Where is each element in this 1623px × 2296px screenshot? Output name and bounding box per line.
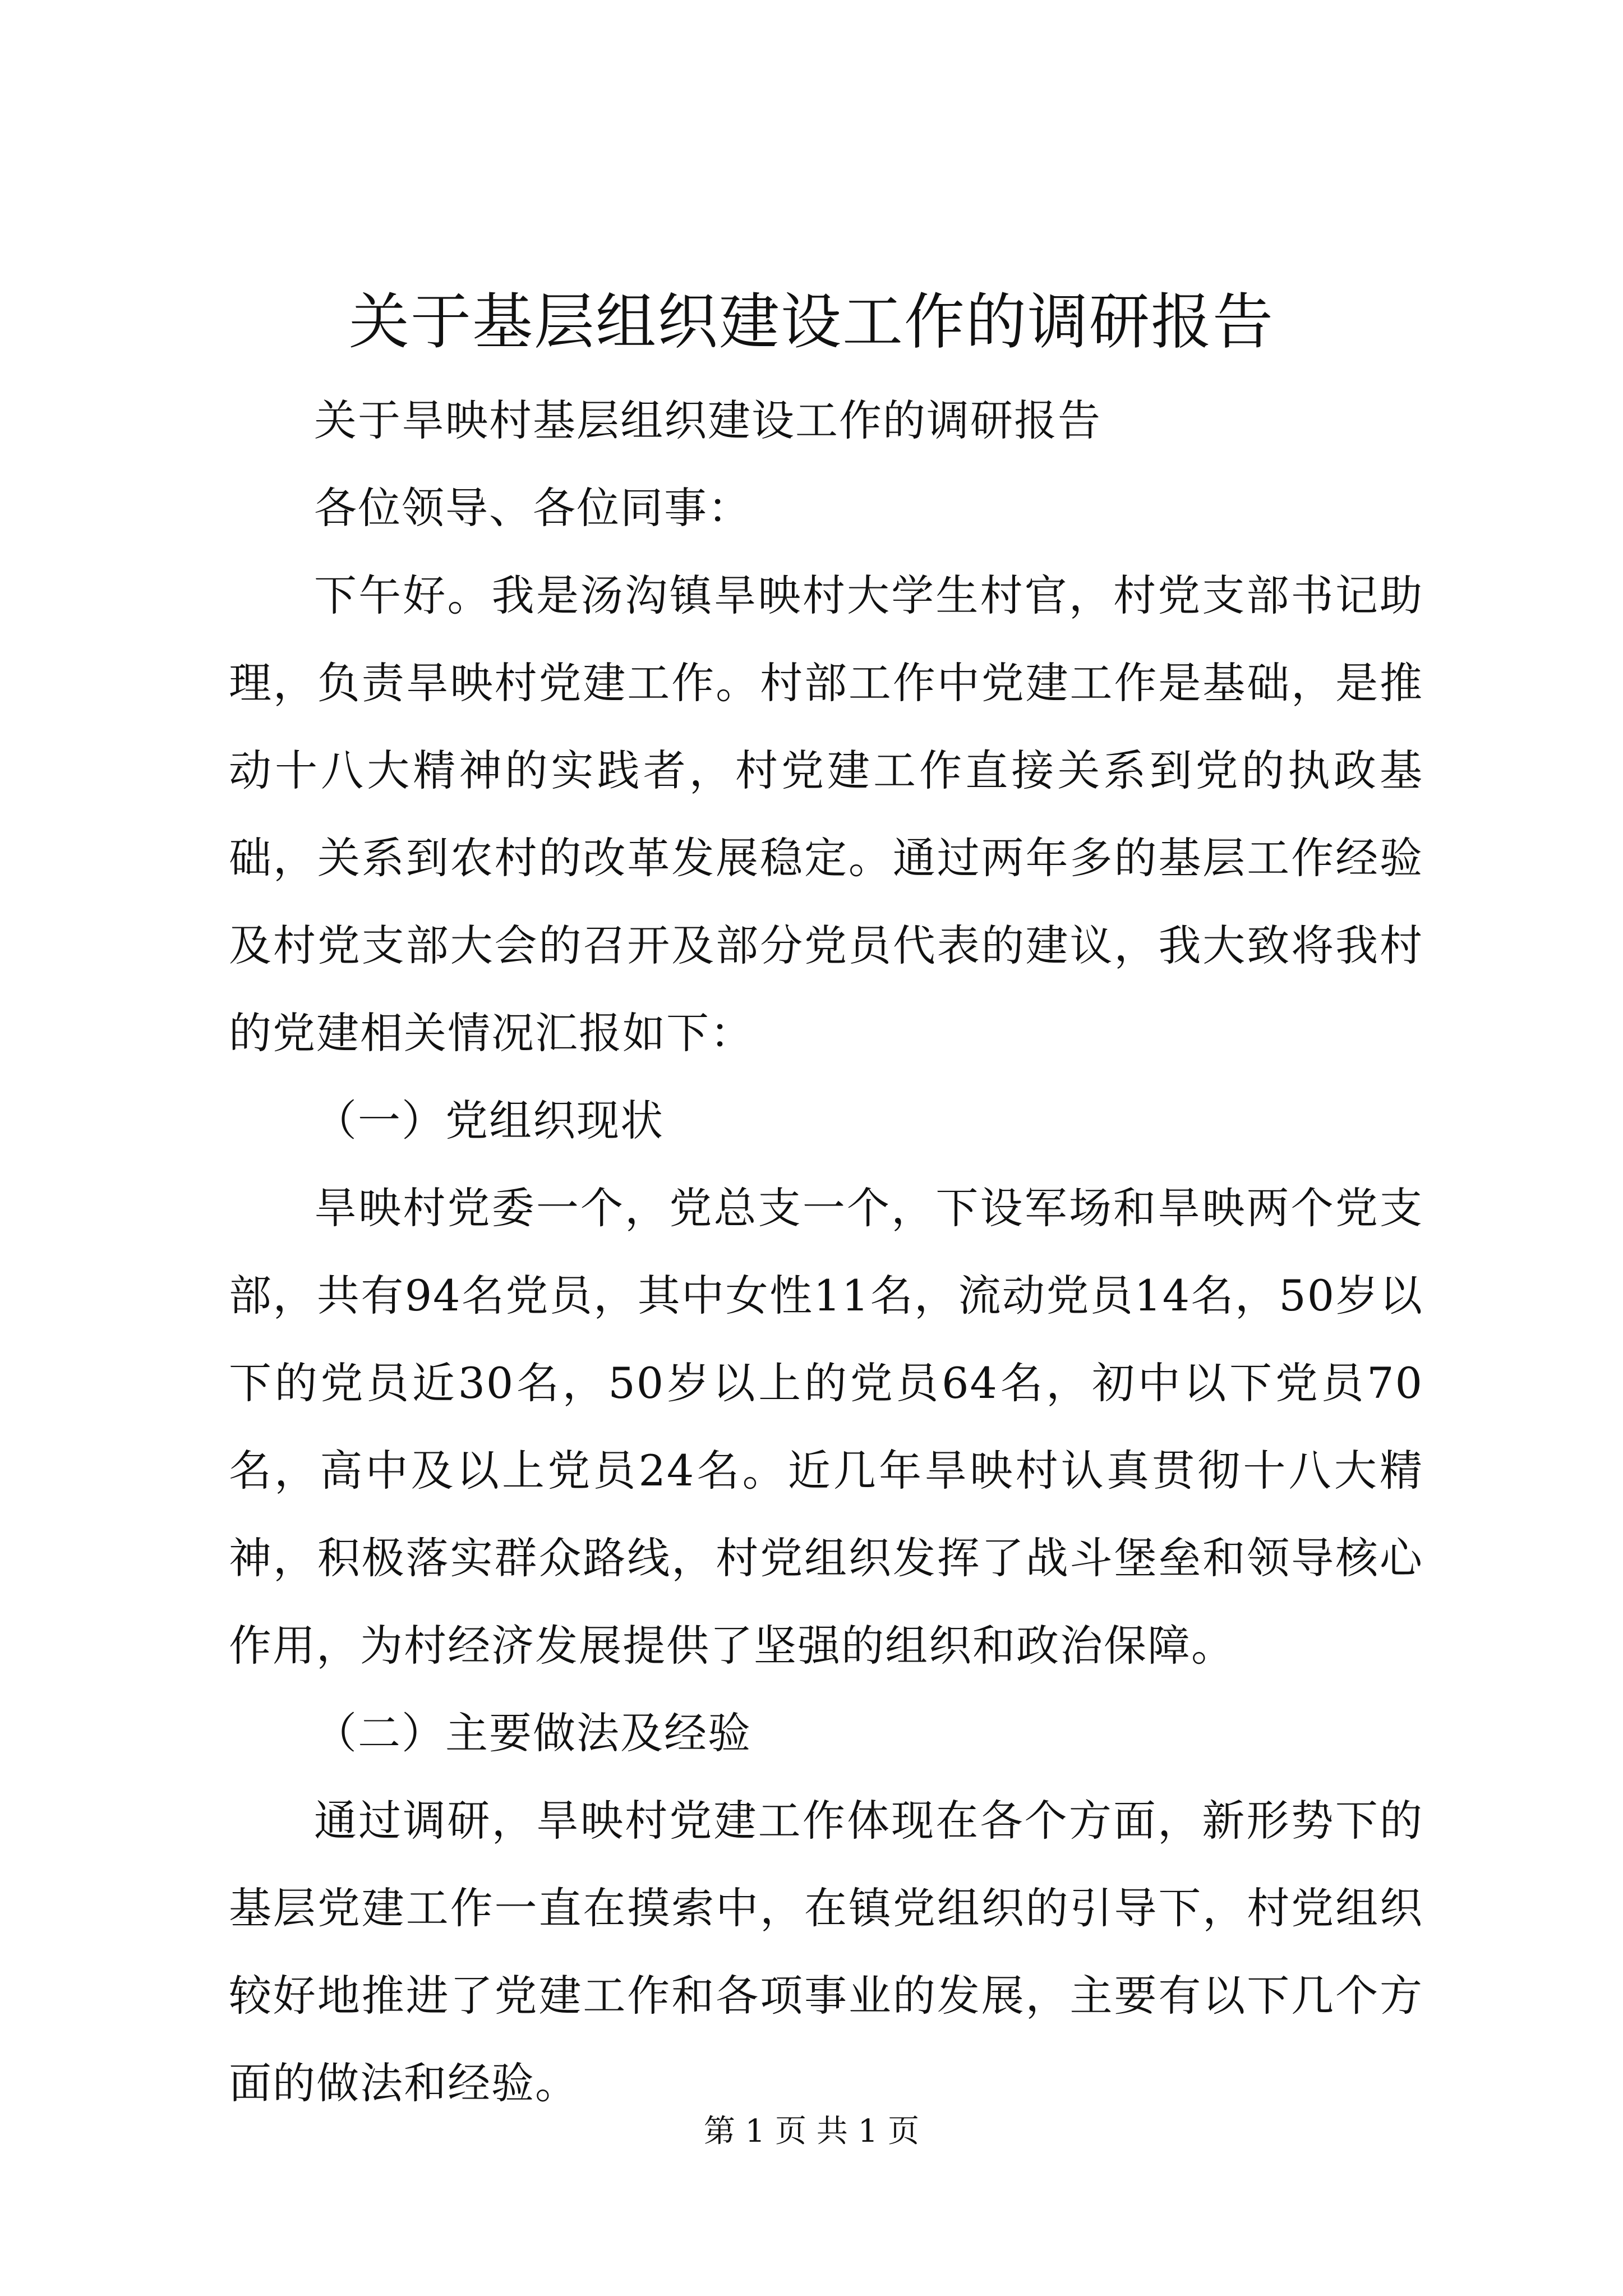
document-title: 关于基层组织建设工作的调研报告 [348,287,1274,357]
subtitle-paragraph: 关于旱映村基层组织建设工作的调研报告 [314,395,1101,445]
section-heading-1: （一）党组织现状 [314,1096,664,1145]
status-paragraph: 旱映村党委一个，党总支一个，下设军场和旱映两个党支部，共有94名党员，其中女性11名，流动党员14名，50岁以下的党员近30名，50岁以上的党员64名，初中以下党员70名，高中及以上党员24名。近几年旱映村认真贯彻十八大精神，积极落实群众路线，村党组织发挥了战斗堡垒和领导核心作用，为村经济发展提供了坚强的组织和政治保障。 [229,1183,1423,1671]
section-heading-2: （二）主要做法及经验 [314,1708,751,1758]
practice-paragraph: 通过调研，旱映村党建工作体现在各个方面，新形势下的基层党建工作一直在摸索中，在镇党组织的引导下，村党组织较好地推进了党建工作和各项事业的发展，主要有以下几个方面的做法和经验。 [229,1796,1423,2108]
document-body [229,377,1423,2127]
page-footer: 第 1 页 共 1 页 [703,2113,920,2150]
intro-paragraph: 下午好。我是汤沟镇旱映村大学生村官，村党支部书记助理，负责旱映村党建工作。村部工作中党建工作是基础，是推动十八大精神的实践者，村党建工作直接关系到党的执政基础，关系到农村的改革发展稳定。通过两年多的基层工作经验及村党支部大会的召开及部分党员代表的建议，我大致将我村的党建相关情况汇报如下： [229,570,1423,1058]
greeting-paragraph: 各位领导、各位同事： [314,483,751,533]
